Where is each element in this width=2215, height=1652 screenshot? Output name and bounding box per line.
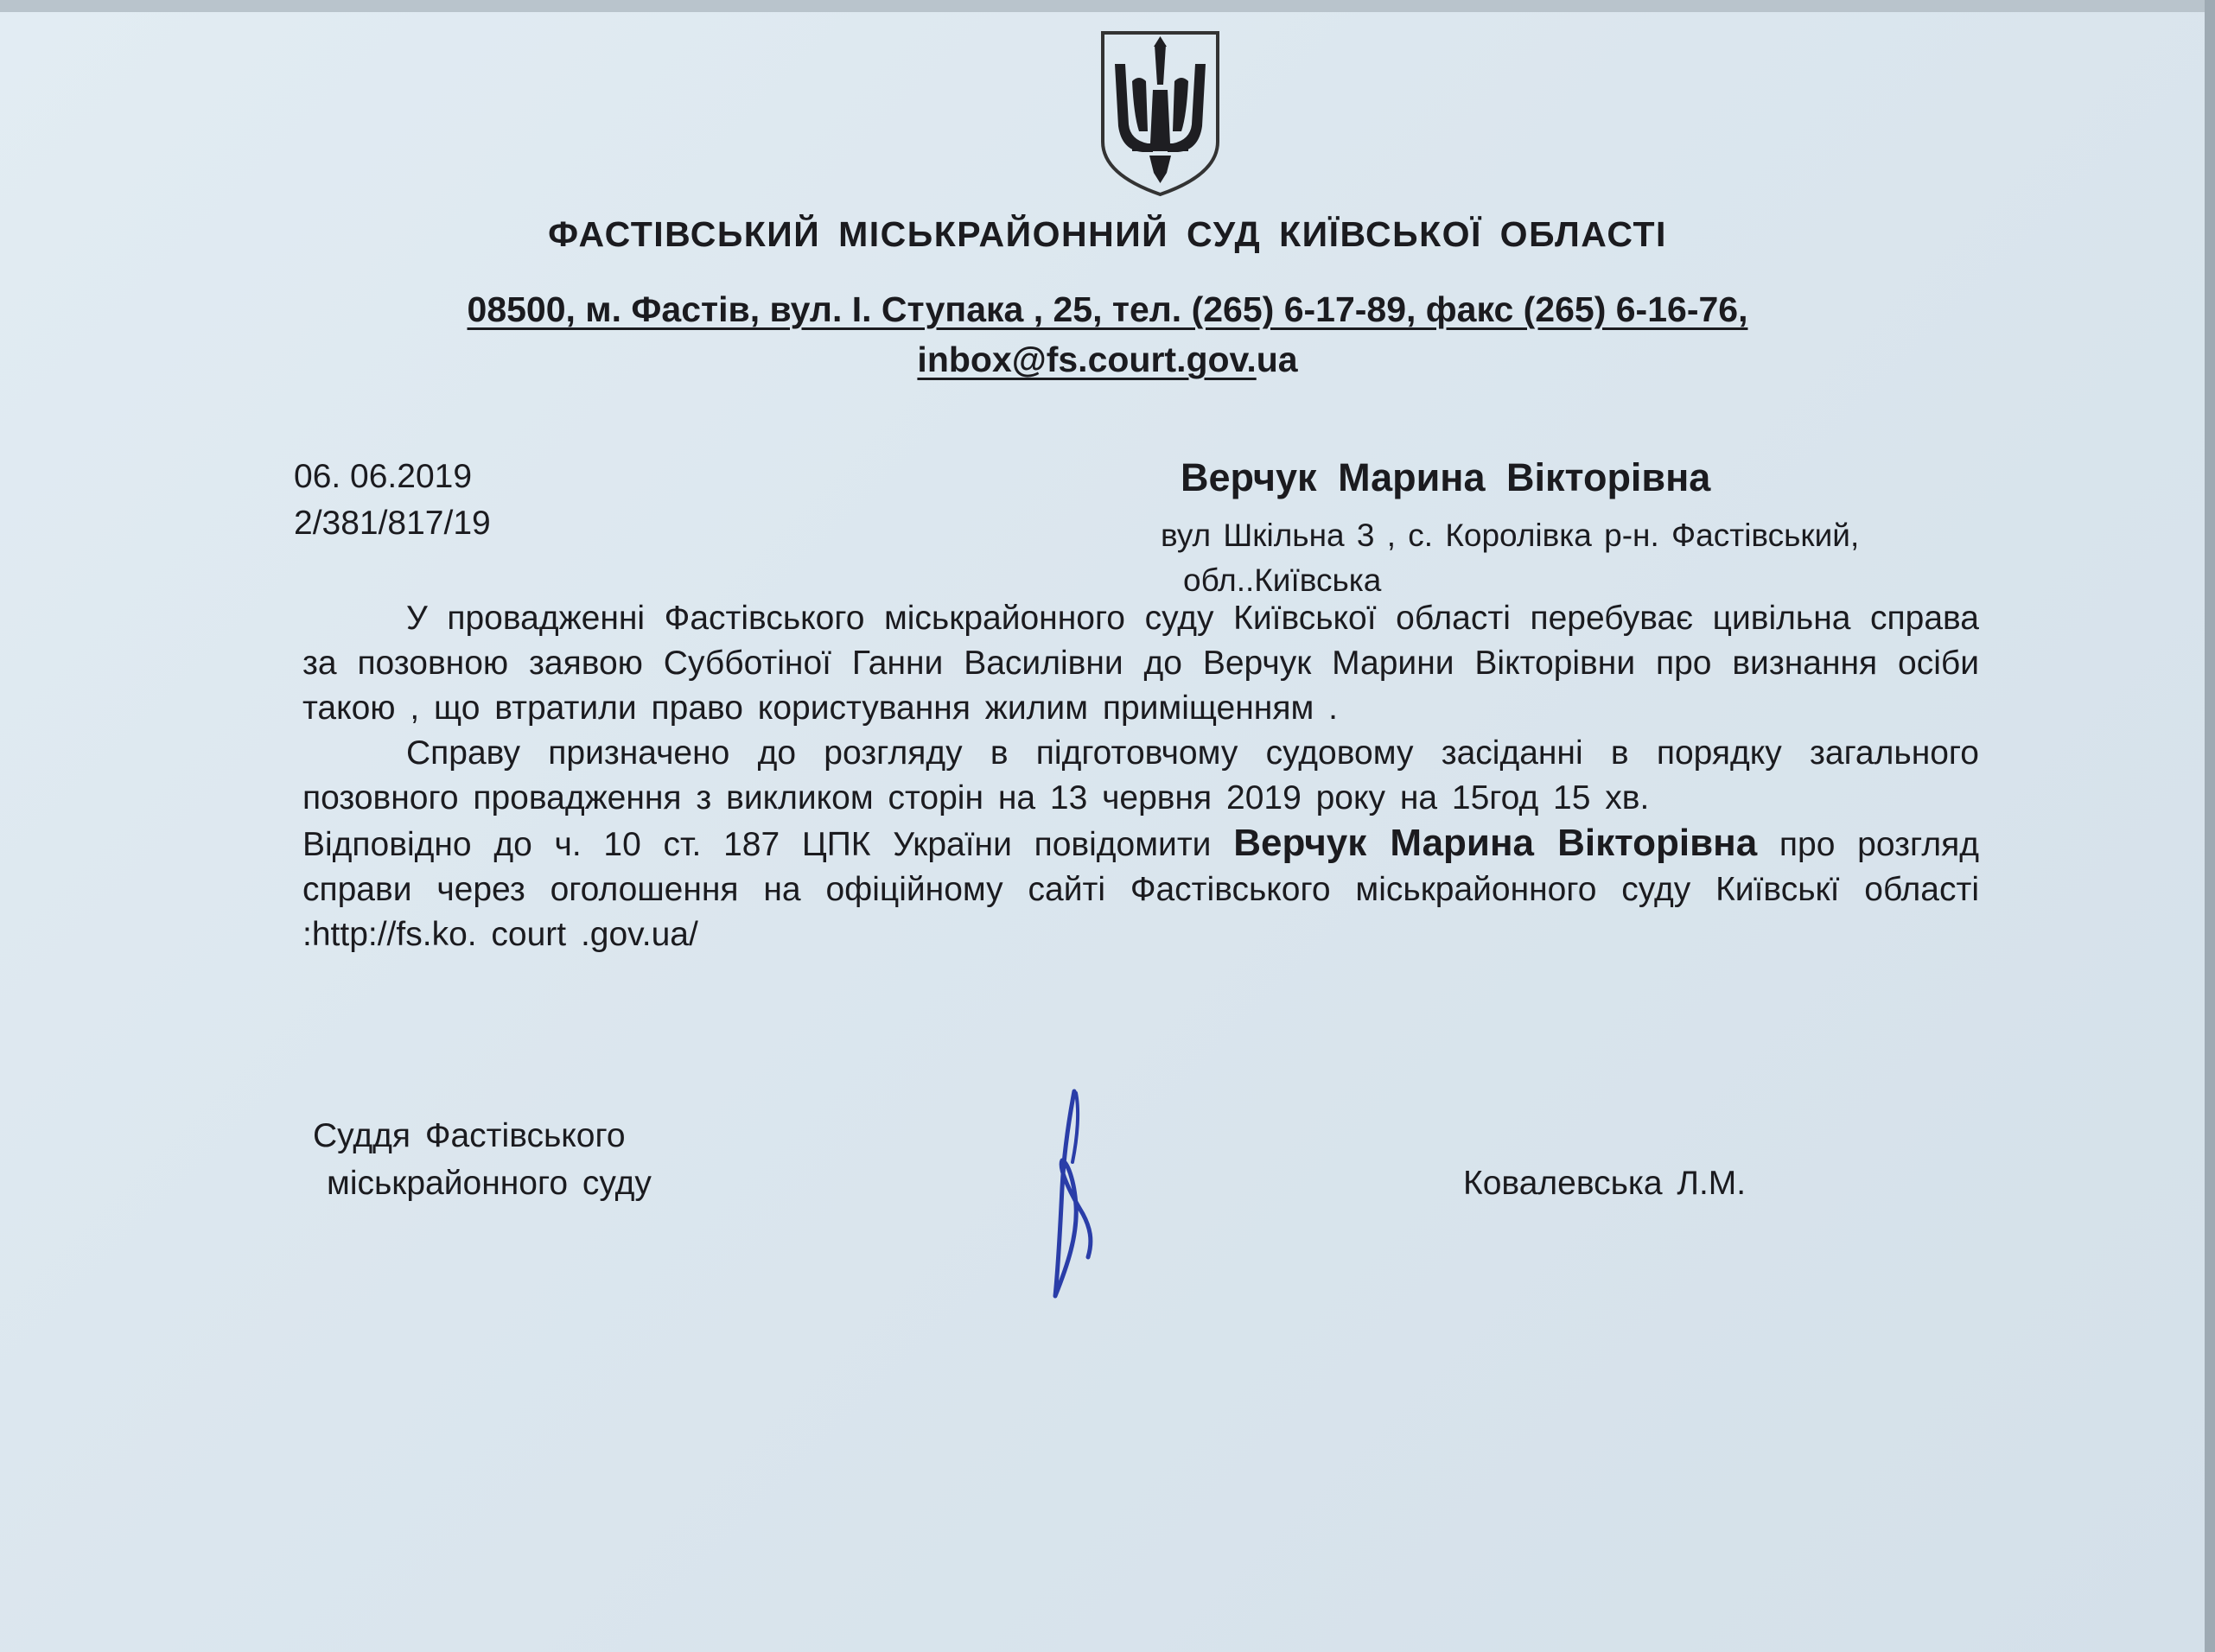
recipient-address-line2: обл..Київська xyxy=(1183,562,1382,598)
recipient-name: Верчук Марина Вікторівна xyxy=(1181,455,1711,499)
body-paragraph-3-end: про розгляд справи через оголошення на офіційному сайті Фастівського міськрайонного суду Київськї області :http://fs.ko. court .gov.ua/ xyxy=(302,826,1979,953)
court-name-heading: ФАСТІВСЬКИЙ МІСЬКРАЙОННИЙ СУД КИЇВСЬКОЇ ОБЛАСТІ xyxy=(548,214,1667,254)
handwritten-signature xyxy=(1033,1084,1111,1309)
judge-title xyxy=(313,1112,652,1207)
body-paragraph-2: Справу призначено до розгляду в підготовчому судовому засіданні в порядку загального позовного провадження з викликом сторін на 13 червня 2019 року на 15год 15 хв. xyxy=(302,734,1979,816)
letter-date: 06. 06.2019 xyxy=(294,458,473,495)
judge-title-line1: Суддя Фастівського xyxy=(313,1117,626,1154)
judge-name: Ковалевська Л.М. xyxy=(1463,1165,1747,1202)
court-email-address: inbox@fs.court.gov. xyxy=(917,340,1257,379)
letter-body xyxy=(302,596,1979,957)
trident-emblem-icon xyxy=(1098,29,1223,198)
body-paragraph-3 xyxy=(302,821,1979,957)
body-paragraph-3-name: Верчук Марина Вікторівна xyxy=(1233,822,1758,864)
body-paragraph-1: У провадженні Фастівського міськрайонного суду Київської області перебуває цивільна справа за позовною заявою Субботіної Ганни Василівни до Верчук Марини Вікторівни про визнання осіби такою , що втратили право користування жилим приміщенням . xyxy=(302,600,1979,727)
court-email xyxy=(0,340,2215,380)
body-paragraph-3-start: Відповідно до ч. 10 ст. 187 ЦПК України повідомити xyxy=(302,826,1234,863)
court-address: 08500, м. Фастів, вул. І. Ступака , 25, тел. (265) 6-17-89, факс (265) 6-16-76, xyxy=(467,289,1748,329)
recipient-address xyxy=(1161,513,1859,603)
case-number: 2/381/817/19 xyxy=(294,505,491,542)
paper-edge-top xyxy=(0,0,2215,12)
judge-title-line2: міськрайонного суду xyxy=(327,1165,652,1202)
court-email-domain-tail: ua xyxy=(1256,340,1298,379)
recipient-address-line1: вул Шкільна 3 , с. Королівка р-н. Фастівський, xyxy=(1161,518,1860,553)
